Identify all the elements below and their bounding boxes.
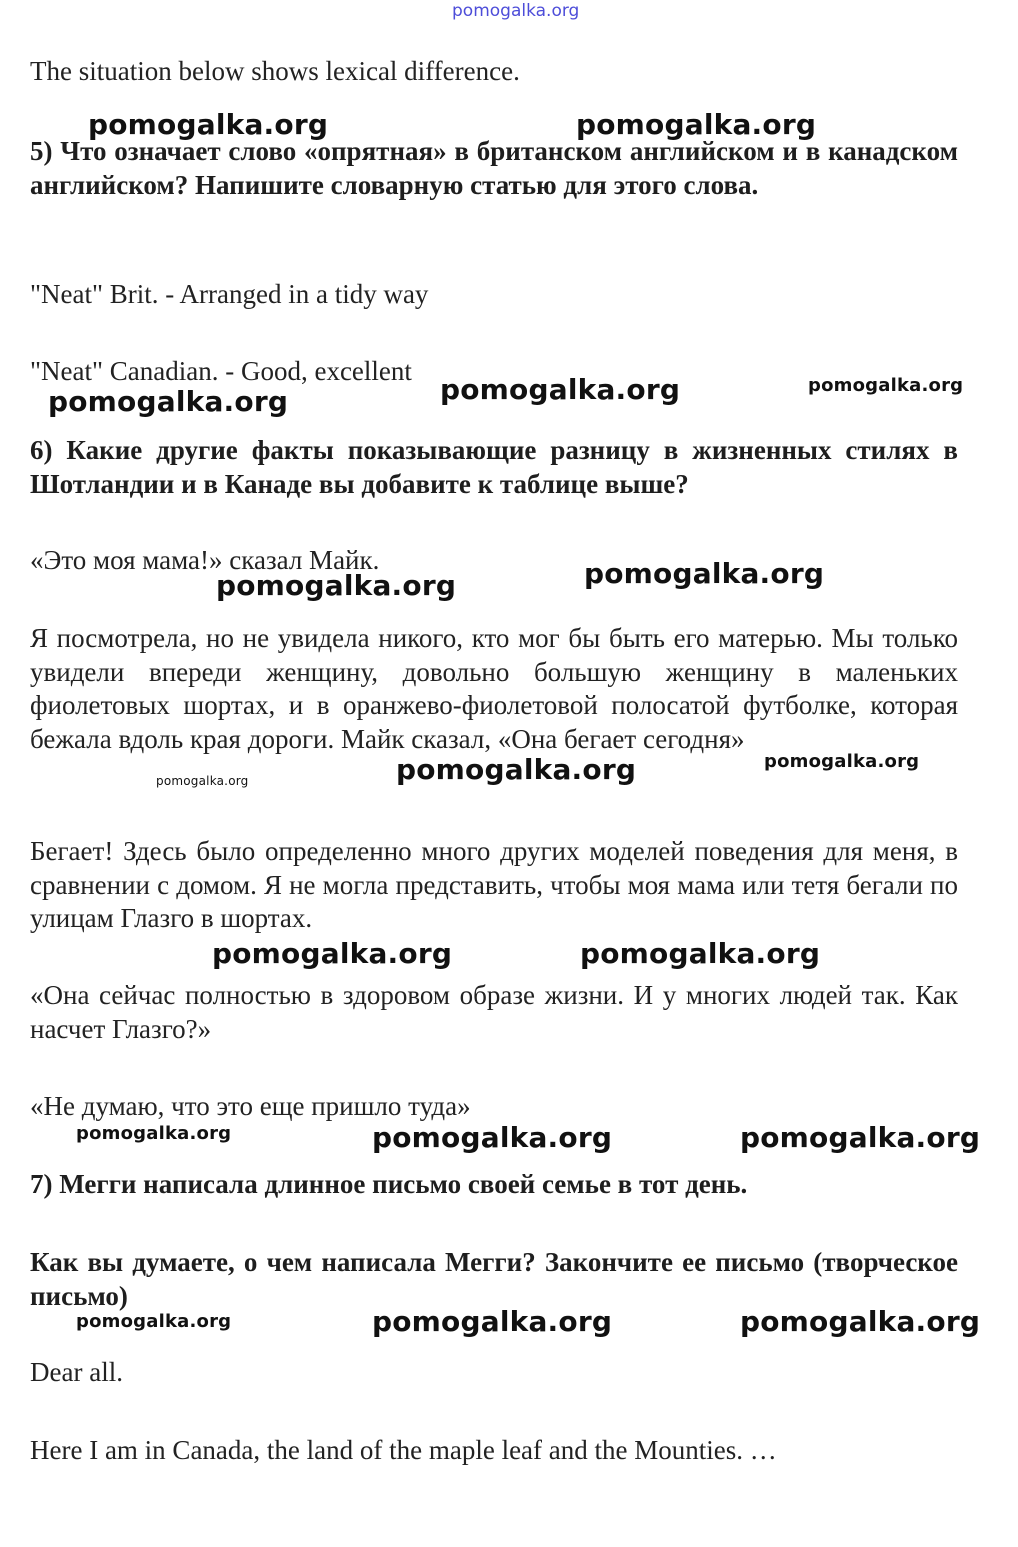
letter-line-1: Here I am in Canada, the land of the maple leaf and the Mounties. … <box>30 1435 777 1465</box>
question-7-task: Как вы думаете, о чем написала Мегги? Закончите ее письмо (творческое письмо) <box>30 1247 958 1311</box>
paragraph-running: Бегает! Здесь было определенно много других моделей поведения для меня, в сравнении с домом. Я не могла представить, чтобы моя мама или тетя бегали по улицам Глазго в шортах. <box>30 836 958 933</box>
watermark: pomogalka.org <box>584 557 825 590</box>
watermark: pomogalka.org <box>740 1121 981 1154</box>
watermark: pomogalka.org <box>372 1305 613 1338</box>
watermark: pomogalka.org <box>48 385 289 418</box>
question-6: 6) Какие другие факты показывающие разницу в жизненных стилях в Шотландии и в Канаде вы добавите к таблице выше? <box>30 435 958 499</box>
watermark: pomogalka.org <box>372 1121 613 1154</box>
question-7: 7) Мегги написала длинное письмо своей семье в тот день. <box>30 1169 748 1199</box>
intro-text: The situation below shows lexical difference. <box>30 56 520 86</box>
question-5: 5) Что означает слово «опрятная» в британском английском и в канадском английском? Напишите словарную статью для этого слова. <box>30 136 958 200</box>
watermark: pomogalka.org <box>576 108 817 141</box>
watermark: pomogalka.org <box>88 108 329 141</box>
watermark: pomogalka.org <box>76 1123 232 1144</box>
watermark: pomogalka.org <box>212 937 453 970</box>
paragraph-dont-think: «Не думаю, что это еще пришло туда» <box>30 1091 471 1121</box>
watermark: pomogalka.org <box>764 751 920 772</box>
watermark: pomogalka.org <box>740 1305 981 1338</box>
watermark: pomogalka.org <box>396 753 637 786</box>
watermark: pomogalka.org <box>76 1311 232 1332</box>
watermark: pomogalka.org <box>440 373 681 406</box>
watermark: pomogalka.org <box>216 569 457 602</box>
neat-brit-definition: "Neat" Brit. - Arranged in a tidy way <box>30 279 429 309</box>
watermark: pomogalka.org <box>580 937 821 970</box>
paragraph-healthy: «Она сейчас полностью в здоровом образе жизни. И у многих людей так. Как насчет Глазго?» <box>30 980 958 1044</box>
watermark: pomogalka.org <box>808 375 964 396</box>
quote-mom: «Это моя мама!» сказал Майк. <box>30 545 380 575</box>
site-url-header[interactable]: pomogalka.org <box>452 1 580 21</box>
letter-greeting: Dear all. <box>30 1357 123 1387</box>
paragraph-looked: Я посмотрела, но не увидела никого, кто мог бы быть его матерью. Мы только увидели впереди женщину, довольно большую женщину в маленьких фиолетовых шортах, и в оранжево-фиолетовой полосатой футболке, которая бежала вдоль края дороги. Майк сказал, «Она бегает сегодня» <box>30 623 958 754</box>
watermark: pomogalka.org <box>156 774 249 788</box>
neat-canadian-definition: "Neat" Canadian. - Good, excellent <box>30 356 412 386</box>
